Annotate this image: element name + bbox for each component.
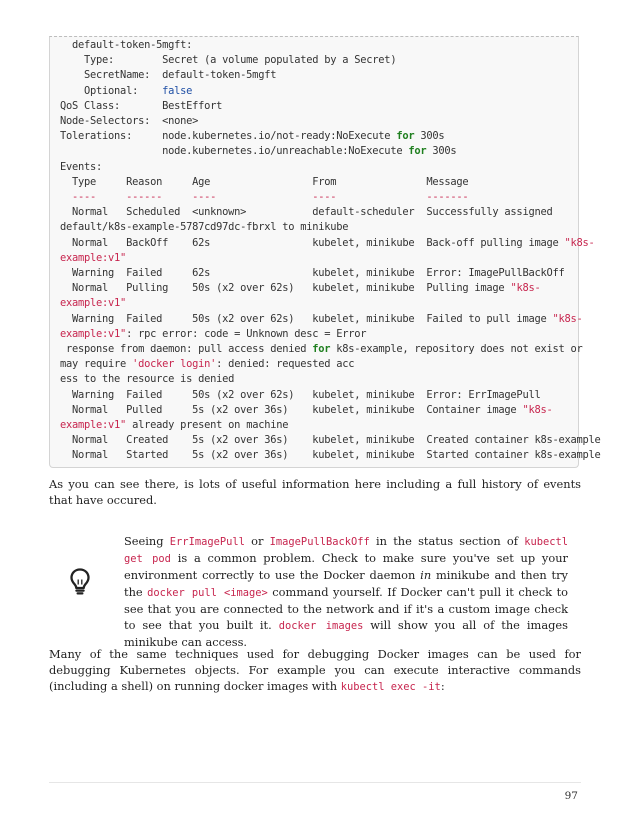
paragraph-events-summary: As you can see there, is lots of useful information here including a full history of events that have occured. <box>49 477 581 507</box>
paragraph-debugging-techniques <box>49 646 581 695</box>
text-run: : <box>440 679 445 693</box>
code-token: response from daemon: pull access denied <box>60 343 313 355</box>
code-token: false <box>162 84 193 97</box>
tip-callout-text <box>124 533 568 650</box>
code-token: node.kubernetes.io/unreachable:NoExecute <box>60 145 409 158</box>
code-token: "k8s- <box>552 312 583 325</box>
code-token: QoS Class: BestEffort <box>60 99 223 112</box>
page-number: 97 <box>564 790 578 802</box>
code-line <box>60 54 396 66</box>
code-line <box>60 404 552 416</box>
code-token: example:v1" <box>60 327 127 340</box>
code-token: "k8s- <box>564 236 595 249</box>
text-run: in <box>420 568 432 583</box>
code-line <box>60 419 288 431</box>
code-token: Warning Failed 62s kubelet, minikube Error: ImagePullBackOff <box>60 267 565 279</box>
code-line <box>60 282 540 294</box>
code-token: Normal BackOff 62s kubelet, minikube Back-off pulling image <box>60 236 565 249</box>
text-run: minikube and then try the <box>124 568 568 599</box>
code-line <box>60 237 595 249</box>
lightbulb-icon <box>67 566 93 596</box>
code-line <box>60 176 468 188</box>
code-token: Type: Secret (a volume populated by a Secret) <box>60 54 397 67</box>
code-block <box>49 36 601 468</box>
inline-code: kubectl exec -it <box>340 681 441 693</box>
code-token: default/k8s-example-5787cd97dc-fbrxl to minikube <box>60 221 349 234</box>
code-token: Events: <box>60 160 103 173</box>
code-token: for <box>408 145 427 158</box>
code-token: "k8s- <box>522 403 553 416</box>
inline-code: docker pull <image> <box>147 586 268 599</box>
code-line <box>60 161 102 173</box>
code-token: Normal Started 5s (x2 over 36s) kubelet, minikube Started container k8s-example <box>60 449 601 462</box>
inline-code: docker images <box>278 620 364 633</box>
code-line <box>60 267 564 279</box>
code-line <box>60 39 192 51</box>
inline-code: ErrImagePull <box>169 536 245 548</box>
code-token: for <box>396 130 415 143</box>
code-line <box>60 343 583 355</box>
code-token: Normal Pulling 50s (x2 over 62s) kubelet, minikube Pulling image <box>60 282 511 295</box>
code-line <box>60 358 354 370</box>
code-token: example:v1" <box>60 251 127 264</box>
code-token: may require <box>60 358 133 371</box>
code-line <box>60 252 126 264</box>
code-line <box>60 313 583 325</box>
inline-code: ImagePullBackOff <box>269 536 370 548</box>
text-run: command yourself. If Docker can't pull it check to see that you are connected to the network and if it's a custom image check to see that you built it. <box>124 584 569 633</box>
code-line <box>60 434 601 446</box>
code-token: "k8s- <box>510 282 541 295</box>
code-line <box>60 145 456 157</box>
code-line <box>60 85 192 97</box>
code-line <box>60 115 198 127</box>
code-token: already present on machine <box>126 419 289 431</box>
code-token: k8s-example, repository does not exist or <box>330 343 583 355</box>
code-token: for <box>312 343 331 355</box>
code-token: ess to the resource is denied <box>60 373 235 386</box>
text-run: Seeing <box>124 534 170 548</box>
text-run: Many of the same techniques used for debugging Docker images can be used for debugging Kubernetes objects. For example you can execute interactive commands (including a shell) on running docker images with <box>49 647 581 693</box>
code-line <box>60 373 234 385</box>
code-token: example:v1" <box>60 297 127 310</box>
code-line <box>60 328 366 340</box>
code-line <box>60 69 276 81</box>
text-run: or <box>244 534 270 548</box>
code-token: Normal Created 5s (x2 over 36s) kubelet, minikube Created container k8s-example <box>60 434 601 447</box>
code-token: 'docker login' <box>132 358 217 371</box>
text-run: in the status section of <box>369 534 525 548</box>
code-token: : denied: requested acc <box>216 358 355 371</box>
code-token: Warning Failed 50s (x2 over 62s) kubelet, minikube Error: ErrImagePull <box>60 388 541 401</box>
footer-divider <box>49 782 581 783</box>
code-token: Optional: <box>60 84 163 97</box>
code-line <box>60 449 601 461</box>
code-line <box>60 297 126 309</box>
code-line <box>60 100 222 112</box>
code-line <box>60 221 348 233</box>
code-token: default-token-5mgft: <box>60 39 193 51</box>
code-token: : rpc error: code = Unknown desc = Error <box>126 327 367 340</box>
code-token: Warning Failed 50s (x2 over 62s) kubelet, minikube Failed to pull image <box>60 312 553 325</box>
text-run: will show you all of the images minikube can access. <box>124 618 568 650</box>
inline-code: kubectl get pod <box>124 536 568 566</box>
code-token: Type Reason Age From Message <box>60 175 469 188</box>
code-token: Normal Pulled 5s (x2 over 36s) kubelet, minikube Container image <box>60 403 523 416</box>
code-token: SecretName: default-token-5mgft <box>60 69 277 82</box>
code-line <box>60 389 540 401</box>
code-token: Tolerations: node.kubernetes.io/not-ready:NoExecute <box>60 130 397 143</box>
code-line <box>60 191 468 203</box>
code-line <box>60 130 444 142</box>
code-token: example:v1" <box>60 419 127 431</box>
code-token: 300s <box>414 130 445 143</box>
code-token: Normal Scheduled <unknown> default-scheduler Successfully assigned <box>60 206 553 219</box>
code-line <box>60 206 552 218</box>
code-token: Node-Selectors: <none> <box>60 115 199 127</box>
text-run: is a common problem. Check to make sure you've set up your environment correctly to use the Docker daemon <box>124 551 568 583</box>
code-token: ---- ------ ---- ---- ------- <box>60 191 469 203</box>
code-token: 300s <box>426 145 457 158</box>
